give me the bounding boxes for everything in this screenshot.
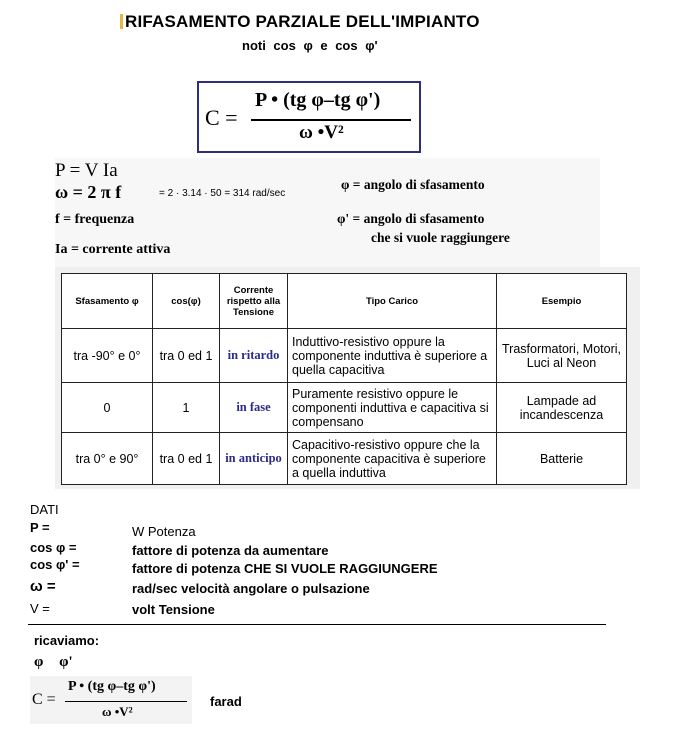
subtitle: noti cos φ e cos φ' <box>242 38 378 53</box>
cell-sfasamento: tra 0° e 90° <box>62 433 153 485</box>
header-esempio: Esempio <box>497 274 627 329</box>
def-power: P = V Ia <box>55 160 118 181</box>
cell-sfasamento: 0 <box>62 383 153 433</box>
cell-corrente: in fase <box>220 383 288 433</box>
header-sfasamento: Sfasamento φ <box>62 274 153 329</box>
header-cos: cos(φ) <box>153 274 220 329</box>
page-title <box>120 12 480 32</box>
definitions-panel <box>55 158 600 270</box>
result-lhs: C = <box>32 691 56 708</box>
table-row <box>62 329 627 383</box>
cell-esempio: Trasformatori, Motori, Luci al Neon <box>497 329 627 383</box>
unit-farad: farad <box>210 694 242 709</box>
phase-table <box>61 273 627 485</box>
def-phi-prime-2: che si vuole raggiungere <box>371 230 510 245</box>
def-omega: ω = 2 π f <box>55 182 122 202</box>
formula-denominator: ω •V² <box>299 122 344 143</box>
result-fraction-line <box>65 701 187 702</box>
table-row <box>62 433 627 485</box>
table-header-row <box>62 274 627 329</box>
cell-esempio: Batterie <box>497 433 627 485</box>
result-numerator: P • (tg φ–tg φ') <box>68 679 156 694</box>
formula-numerator: P • (tg φ–tg φ') <box>255 89 381 111</box>
dati-desc-p: W Potenza <box>132 524 196 539</box>
formula-lhs: C = <box>205 105 238 130</box>
def-current: Ia = corrente attiva <box>55 242 171 257</box>
dati-desc-cosphi: fattore di potenza da aumentare <box>132 543 329 558</box>
cell-corrente: in anticipo <box>220 433 288 485</box>
def-phi-prime: φ' = angolo di sfasamento <box>337 211 485 226</box>
cell-sfasamento: tra -90° e 0° <box>62 329 153 383</box>
header-corrente: Corrente rispetto alla Tensione <box>220 274 288 329</box>
cell-cos: 1 <box>153 383 220 433</box>
ricaviamo-label: ricaviamo: <box>34 633 100 648</box>
dati-desc-omega: rad/sec velocità angolare o pulsazione <box>132 581 370 596</box>
dati-sym-cosphi: cos φ = <box>30 540 77 555</box>
cell-corrente: in ritardo <box>220 329 288 383</box>
result-denominator: ω •V² <box>102 704 133 719</box>
def-phi: φ = angolo di sfasamento <box>341 177 485 192</box>
cell-carico: Induttivo-resistivo oppure la componente induttiva è superiore a quella capacitiva <box>288 329 497 383</box>
formula-fraction-line <box>251 119 411 121</box>
dati-sym-v: V = <box>30 601 50 616</box>
cell-cos: tra 0 ed 1 <box>153 433 220 485</box>
cell-carico: Capacitivo-resistivo oppure che la componente capacitiva è superiore a quella induttiva <box>288 433 497 485</box>
cell-carico: Puramente resistivo oppure le componenti induttiva e capacitiva si compensano <box>288 383 497 433</box>
def-frequency: f = frequenza <box>55 212 135 227</box>
dati-title: DATI <box>30 502 59 517</box>
phi-symbols: φ φ' <box>34 654 73 670</box>
dati-sym-p: P = <box>30 520 50 535</box>
cell-esempio: Lampade ad incandescenza <box>497 383 627 433</box>
header-tipo-carico: Tipo Carico <box>288 274 497 329</box>
formula-box <box>197 81 421 153</box>
dati-sym-omega: ω = <box>30 578 56 595</box>
cell-cos: tra 0 ed 1 <box>153 329 220 383</box>
dati-sym-cosphi-prime: cos φ' = <box>30 557 80 572</box>
separator-line <box>28 624 606 625</box>
title-text: RIFASAMENTO PARZIALE DELL'IMPIANTO <box>125 12 480 31</box>
dati-desc-cosphi-prime: fattore di potenza CHE SI VUOLE RAGGIUNGERE <box>132 561 438 576</box>
dati-desc-v: volt Tensione <box>132 602 215 617</box>
title-marker <box>120 14 123 29</box>
table-row <box>62 383 627 433</box>
def-omega-calc: = 2 · 3.14 · 50 = 314 rad/sec <box>159 188 286 199</box>
result-formula <box>30 676 192 724</box>
